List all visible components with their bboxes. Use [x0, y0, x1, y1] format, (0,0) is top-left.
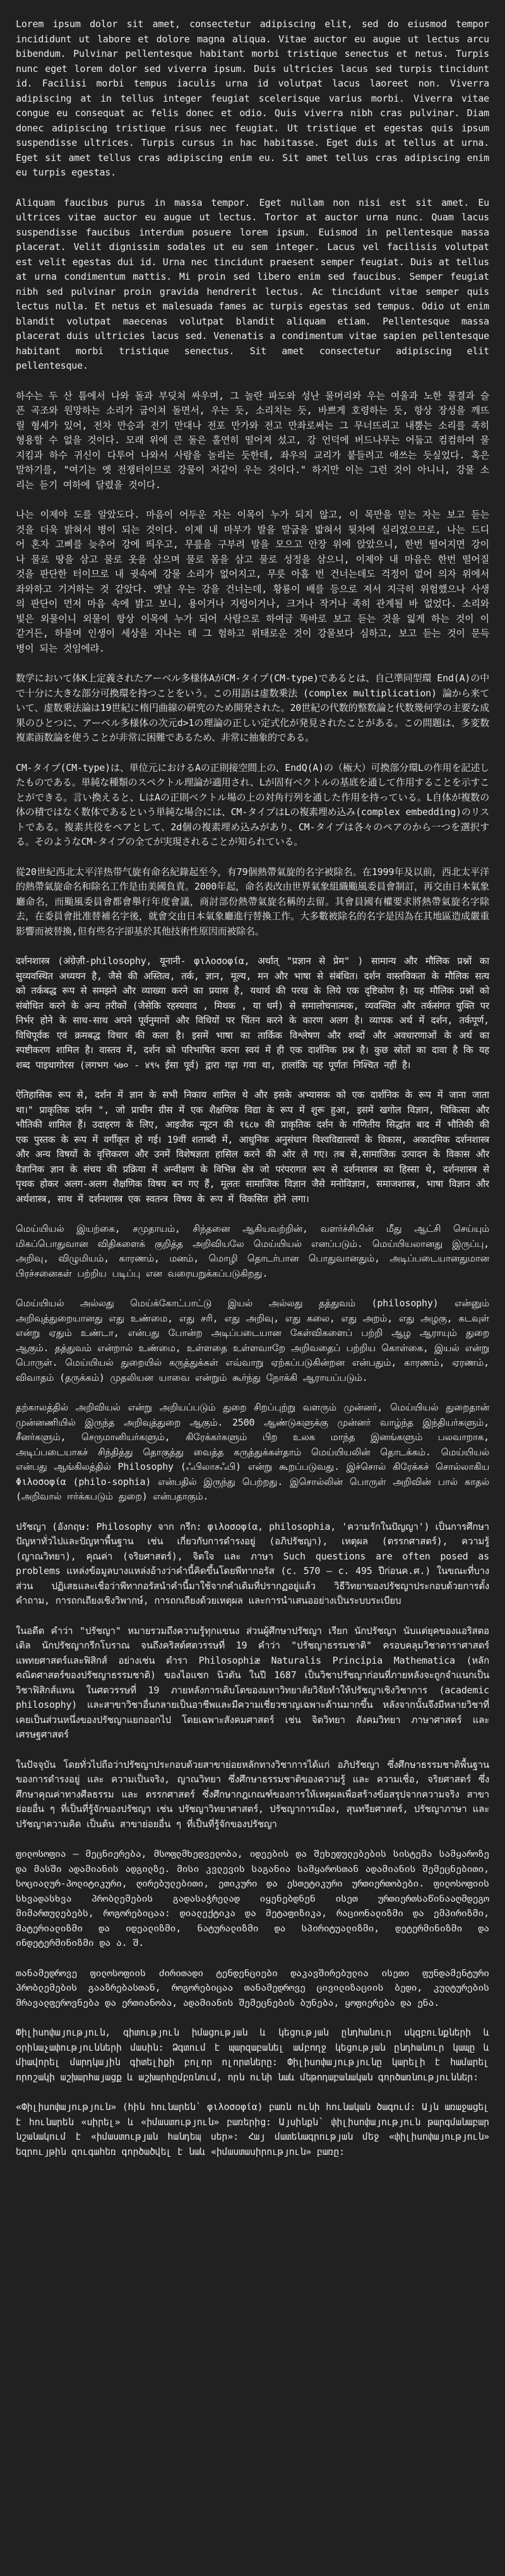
- paragraph-ta-9: மெய்யியல் இயற்கை, சமுதாயம், சிந்தனை ஆகியவற்றின், வளர்ச்சியின் மீது ஆட்சி செய்யும் மிகப்பொதுவான விதிகளைக் குறித்த அறிவியலே மெய்யியல் எனப்படும். மெய்யியலானது இருப்பு, அறிவு, விழுமியம், காரணம், மனம், மொழி தொடர்பான பொதுவானதும், அடிப்படையானதுமான பிரச்சனைகள் பற்றிய படிப்பு என வரையறுக்கப்படுகிறது.: [16, 1223, 489, 1279]
- paragraph-hy-17: Փիլիսոփայություն, գիտություն իմացության և կեցության ընդհանուր սկզբունքների և օրինաչափությունների մասին: Ձգտում է պարզաբանել ամբողջ կեցության ընդհանուր կապը և միավորել մարդկային գիտելիքի բոլոր ոլորտները: Փիլիսոփայությունը կարելի է համարել որոշակի աշխարհայացք և աշխարհըմբռնում, որն ունի նաև մեթոդաբանական գործառնություններ:: [16, 2027, 489, 2083]
- paragraph-th-12: ปรัชญา (อังกฤษ: Philosophy จาก กรีก: φιλοσοφία, philosophia, 'ความรักในปัญญา') เป็นการศึกษาปัญหาทั่วไปและปัญหาพื้นฐาน เช่น เกี่ยวกับการดำรงอยู่ (อภิปรัชญา), เหตุผล (ตรรกศาสตร์), ความรู้ (ญาณวิทยา), คุณค่า (จริยศาสตร์), จิตใจ และ ภาษา Such questions are often posed as problems แหล่งข้อมูลบางแหล่งอ้างว่าคำนี้คิดขึ้นโดยพีทากอรัส (c. 570 – c. 495 ปีก่อนค.ศ.) ในขณะที่บางส่วน ปฏิเสธและเชื่อว่าพีทากอรัสนำคำนี้มาใช้จากคำเดิมที่ปรากฏอยู่แล้ว วิธีวิทยาของปรัชญาประกอบด้วยการตั้งคำถาม, การถกเถียงเชิงวิพากษ์, การถกเถียงด้วยเหตุผล และการนำเสนออย่างเป็นระบบระเบียบ: [16, 1520, 489, 1606]
- paragraph-hi-7: दर्शनशास्त्र (अंग्रेज़ी-philosophy, यूनानी- φιλοσοφία, अर्थात् "प्रज्ञान से प्रेम" ) सामान्य और मौलिक प्रश्नों का सुव्यवस्थित अध्ययन है, जैसे की अस्तित्व, तर्क, ज्ञान, मूल्य, मन और भाषा से संबंधित। दर्शन वास्तविकता के मौलिक सत्य को तर्कबद्ध रूप से समझने और व्याख्या करने का प्रयास है, यथार्थ की परख के लिये एक दृष्टिकोण है। यह मौलिक प्रश्नों को संबोधित करने के अन्य तरीकों (जैसेकि रहस्यवाद , मिथक , या धर्म) से समालोचनात्मक, व्यवस्थित और तर्कसंगत युक्ति पर निर्भर होने के साथ-साथ अपने पूर्वनुमानों और विधियों पर चिंतन करने के कारण अलग है। व्यापक अर्थ में दर्शन, तर्कपूर्ण, विधिपूर्वक एवं क्रमबद्ध विचार की कला है। इसमें भाषा का तार्किक विश्लेषण और शब्दों और अवधारणाओं के अर्थ का स्पष्टीकरण शामिल है। वास्तव में, दर्शन को परिभाषित करना स्वयं में ही एक दार्शनिक प्रश्न है। कुछ स्रोतों का दावा है कि यह शब्द पाइथागोरस (लगभग ५७० - ४९५ ईसा पूर्व) द्वारा गढ़ा गया था, हालांकि यह पूर्णतः निश्चित नहीं है।: [16, 955, 489, 1071]
- paragraph-zh-6: 從20世紀西北太平洋热带气旋有命名紀錄起至今，有79個熱帶氣旋的名字被除名。在1999年及以前，西北太平洋的熱帶氣旋命名和除名工作是由美國負責。2000年起，命名表改由世界氣象組織颱風委員會制訂，再交由日本氣象廳命名，而颱風委員會都會舉行年度會議，商討部份熱帶氣旋名稱的去留。其會員國有權要求將熱帶氣旋名字除去，在委員會批准替補名字後，就會交由日本氣象廳進行替換工作。大多數被除名的名字是因為在其地區造成嚴重影響而被替換,但有些名字卻基於其他技術性原因而被除名。: [16, 866, 489, 937]
- document-body: [16, 17, 489, 2159]
- paragraph-ja-4: 数学において体K上定義されたアーベル多様体AがCM-タイプ(CM-type)であるとは、自己準同型環 End(A)の中で十分に大きな部分可換環を持つことをいう。この用語は虚数乗法 (complex multiplication) 論から来ていて、虚数乗法論は19世紀に楕円曲線の研究のため開発された。20世紀の代数的整数論と代数幾何学の主要な成果のひとつに、アーベル多様体の次元d>1の理論の正しい定式化が発見されたことがある。この問題は、多変数複素函数論を使うことが非常に困難であるため、非常に抽象的である。: [16, 672, 489, 743]
- paragraph-ja-5: CM-タイプ(CM-type)は、単位元におけるAの正則接空間上の、EndQ(A)の（極大）可換部分環Lの作用を記述したものである。単純な種類のスペクトル理論が適用され、Lが固有ベクトルの基底を通して作用することを示すことができる。言い換えると、LはAの正則ベクトル場の上の対角行列を通した作用を持っている。L自体が複数の体の積ではなく数体であるという単純な場合には、CM-タイプはLの複素埋め込み(complex embedding)のリストである。複素共役をペアとして、2d個の複素埋め込みがあり、CM-タイプは各々のペアのから一つを選択する。そのようなCM-タイプの全てが実現されることが知られている。: [16, 761, 489, 847]
- paragraph-ka-15: ფილოსოფია — მეცნიერება, მსოფლმხედველობა, იდეების და შეხედულებების სისტემა სამყაროზე და მასში ადამიანის ადგილზე. მისი კვლევის საგანია სამყაროსთან ადამიანის შემეცნებითი, სოციალურ-პოლიტიკური, ღირებულებითი, ეთიკური და ესთეტიკური ურთიერთობები. ფილოსოფიის სხვადასხვა პრობლემების გადასაჭრელად იყენებდნენ ისეთ ურთიერთსაწინააღმდეგო მიმართულებებს, როგორებიცაა: დიალექტიკა და მეტაფიზიკა, რაციონალიზმი და ემპირიზმი, მატერიალიზმი და იდეალიზმი, ნატურალიზმი და სპირიტუალიზმი, დეტერმინიზმი და ინდეტერმინიზმი და ა. შ.: [16, 1848, 489, 1948]
- paragraph-ta-10: மெய்யியல் அல்லது மெய்க்கோட்பாட்டு இயல் அல்லது தத்துவம் (philosophy) என்னும் அறிவுத்துறையானது எது உண்மை, எது சரி, எது அறிவு, எது கலை, எது அறம், எது அழகு, கடவுள் என்று ஏதும் உண்டா, என்பது போன்ற அடிப்படையான கேள்விகளைப் பற்றி ஆழ ஆராயும் துறை ஆகும். தத்துவம் என்றால் உண்மை, உள்ளதை உள்ளவாறே அறிவதைப் பற்றிய கொள்கை, இயல் என்று பொருள். மெய்யியல் துறையில் கருத்துக்கள் எவ்வாறு ஏற்கப்படுகின்றன என்பதும், காரணம், ஏரணம், விவாதம் (தருக்கம்) முதலியன யாவை என்றும் கூர்ந்து நோக்கி ஆராயப்படும்.: [16, 1297, 489, 1383]
- paragraph-th-13: ในอดีต คำว่า "ปรัชญา" หมายรวมถึงความรู้ทุกแขนง ส่วนผู้ศึกษาปรัชญา เรียก นักปรัชญา นับแต่ยุคของแอริสตอเติล นักปรัชญากรีกโบราณ จนถึงคริสต์ศตวรรษที่ 19 คำว่า "ปรัชญาธรรมชาติ" ครอบคลุมวิชาดาราศาสตร์ แพทยศาสตร์และฟิสิกส์ อย่างเช่น ตำรา Philosophiæ Naturalis Principia Mathematica (หลักคณิตศาสตร์ของปรัชญาธรรมชาติ) ของไอแซก นิวตัน ในปี 1687 เป็นวิชาปรัชญาก่อนที่ภายหลังจะถูกจำแนกเป็นวิชาฟิสิกส์แทน ในศตวรรษที่ 19 ภายหลังการเติบโตของมหาวิทยาลัยวิจัยทำให้ปรัชญาเชิงวิชาการ (academic philosophy) และสาขาวิชาอื่นกลายเป็นอาชีพและมีความเชี่ยวชาญเฉพาะด้านมากขึ้น หลังจากนั้นจึงมีหลายวิชาที่เคยเป็นส่วนหนึ่งของปรัชญาแยกออกไป โดยเฉพาะสังคมศาสตร์ เช่น จิตวิทยา สังคมวิทยา ภาษาศาสตร์ และเศรษฐศาสตร์: [16, 1625, 489, 1740]
- paragraph-en-1: Aliquam faucibus purus in massa tempor. Eget nullam non nisi est sit amet. Eu ultrices vitae auctor eu augue ut lectus. Tortor at auctor urna nunc. Quam lacus suspendisse faucibus interdum posuere lorem ipsum. Euismod in pellentesque massa placerat. Velit dignissim sodales ut eu sem integer. Lacus vel facilisis volutpat est velit egestas dui id. Urna nec tincidunt praesent semper feugiat. Duis at tellus at urna condimentum mattis. Mi proin sed libero enim sed faucibus. Semper feugiat nibh sed pulvinar proin gravida hendrerit lectus. Ac tincidunt vitae semper quis lectus nulla. Et netus et malesuada fames ac turpis egestas sed tempus. Odio ut enim blandit volutpat maecenas volutpat blandit aliquam etiam. Pellentesque massa placerat duis ultricies lacus sed. Venenatis a condimentum vitae sapien pellentesque habitant morbi tristique senectus. Sit amet consectetur adipiscing elit pellentesque.: [16, 196, 489, 371]
- paragraph-ta-11: தற்காலத்தில் அறிவியல் என்று அறியப்படும் துறை சிறப்புற்று வளரும் முன்னர், மெய்யியல் துறைதான் முன்னணியில் இருந்த அறிவுத்துறை ஆகும். 2500 ஆண்டுகளுக்கு முன்னர் வாழ்ந்த இந்தியர்களும், சீனர்களும், செருமானியர்களும், கிரேக்கர்களும் பிற உலக மாந்த இனங்களும் பலவாறாக, அடிப்படையாகச் சிந்தித்து தொகுத்து வைத்த கருத்துக்கள்தாம் மெய்யியலின் தொடக்கம். மெய்யியல் என்பது ஆங்கிலத்தில் Philosophy (ஃபிலாசஃபி) என்று கூறப்படுவது. இச்சொல் கிரேக்கச் சொல்லாகிய Φιλοσοφία (philo-sophia) என்பதில் இருந்து பெற்றது. இசொல்லின் பொருள் அறிவின் பால் காதல் (அறிவால் ஈர்க்கபடும் துறை) என்பதாகும்.: [16, 1402, 489, 1502]
- paragraph-hy-18: «Փիլիսոփայություն» (հին հունարեն՝ φιλοσοφία) բառն ունի հունական ծագում: Այն առաջացել է հունարեն «սիրել» և «իմաստություն» բառերից: Այսինքն՝ փիլիսոփայություն թարգմանաբար նշանակում է «իմաստության հանդեպ սեր»: Հայ մատենագրության մեջ «փիլիսոփայություն» եզրույթին զուգահեռ գործածվել է նաև «իմաստասիրություն» բառը:: [16, 2101, 489, 2157]
- paragraph-th-14: ในปัจจุบัน โดยทั่วไปถือว่าปรัชญาประกอบด้วยสาขาย่อยหลักทางวิชาการได้แก่ อภิปรัชญา ซึ่งศึกษาธรรมชาติพื้นฐานของการดำรงอยู่ และ ความเป็นจริง, ญาณวิทยา ซึ่งศึกษาธรรมชาติของความรู้ และ ความเชื่อ, จริยศาสตร์ ซึ่งศึกษาคุณค่าทางศีลธรรม และ ตรรกศาสตร์ ซึ่งศึกษากฎเกณฑ์ของการให้เหตุผลเพื่อสร้างข้อสรุปจากความจริง สาขาย่อยอื่น ๆ ที่เป็นที่รู้จักของปรัชญา เช่น ปรัชญาวิทยาศาสตร์, ปรัชญาการเมือง, สุนทรียศาสตร์, ปรัชญาภาษา และ ปรัชญาความคิด เป็นต้น สาขาย่อยอื่น ๆ ที่เป็นที่รู้จักของปรัชญา: [16, 1758, 489, 1830]
- paragraph-hi-8: ऐतिहासिक रूप से, दर्शन में ज्ञान के सभी निकाय शामिल थे और इसके अभ्यासक को एक दार्शनिक के रूप में जाना जाता था।" प्राकृतिक दर्शन ", जो प्राचीन ग्रीस में एक शैक्षणिक विद्या के रूप में शुरू हुआ, इसमें खगोल विज्ञान, चिकित्सा और भौतिकी शामिल हैं। उदाहरण के लिए, आइजैक न्यूटन की १६८७ की प्राकृतिक दर्शन के गणितीय सिद्धांत बाद में भौतिकी की एक पुस्तक के रूप में वर्गीकृत हो गई। 19वीं शताब्दी में, आधुनिक अनुसंधान विश्वविद्यालयों के विकास, अकादमिक दर्शनशास्त्र और अन्य विषयों के वृत्तिकरण और उनमें विशेषज्ञता हासिल करने की ओर ले गए। तब से,सामाजिक उत्पादन के विकास और वैज्ञानिक ज्ञान के संचय की प्रक्रिया में अन्वीक्षण के विभिन्न क्षेत्र जो परंपरागत रूप से दर्शनशास्त्र का हिस्सा थे, दर्शनशास्त्र से पृथक होकर अलग-अलग शैक्षणिक विषय बन गए हैं, मूलतः सामाजिक विज्ञान जैसे मनोविज्ञान, समाजशास्त्र, भाषा विज्ञान और अर्थशास्त्र, साथ में दर्शनशास्त्र एक स्वतन्त्र विषय के रूप में विकसित होने लगा।: [16, 1089, 489, 1205]
- paragraph-ko-3: 나는 이제야 도를 알았도다. 마음이 어두운 자는 이목이 누가 되지 않고, 이 목만을 믿는 자는 보고 듣는 것을 더욱 밝혀서 병이 되는 것이다. 이제 내 마부가 발을 말굽을 밟혀서 뒷차에 실리었으므로, 나는 드디어 혼자 고삐를 늦추어 강에 띄우고, 무릎을 구부려 발을 모으고 안장 위에 앉았으니, 한번 떨어지면 강이나 물로 땅을 삼고 물로 옷을 삼으며 물로 몸을 삼고 물로 성정을 삼으니, 이제야 내 마음은 한번 떨어질 것을 판단한 터이므로 내 귓속에 강물 소리가 없어지고, 무릇 아홉 번 건너는데도 걱정이 없어 의자 위에서 좌와하고 기거하는 것 같았다. 옛날 우는 강을 건너는데, 황룡이 배를 등으로 져서 지극히 위험했으나 사생의 판단이 먼저 마음 속에 밝고 보니, 용이거나 지렁이거나, 크거나 작거나 족히 관계될 바 없었다. 소리와 빛은 외물이니 외물이 항상 이목에 누가 되어 사람으로 하여금 똑바로 보고 듣는 것을 잃게 하는 것이 이 같거든, 하물며 인생이 세상을 지나는 데 그 험하고 위태로운 것이 강물보다 심하고, 보고 듣는 것이 문득 병이 되는 것임에랴.: [16, 509, 489, 654]
- paragraph-en-0: Lorem ipsum dolor sit amet, consectetur adipiscing elit, sed do eiusmod tempor incididunt ut labore et dolore magna aliqua. Vitae auctor eu augue ut lectus arcu bibendum. Pulvinar pellentesque habitant morbi tristique senectus et netus. Turpis nunc eget lorem dolor sed viverra ipsum. Duis ultricies lacus sed turpis tincidunt id. Facilisi morbi tempus iaculis urna id volutpat lacus laoreet non. Viverra adipiscing at in tellus integer feugiat scelerisque varius morbi. Viverra vitae congue eu consequat ac felis donec et odio. Quis viverra nibh cras pulvinar. Diam donec adipiscing tristique risus nec feugiat. Ut tristique et egestas quis ipsum suspendisse ultrices. Turpis cursus in hac habitasse. Eget duis at tellus at urna. Eget sit amet tellus cras adipiscing enim eu. Sit amet tellus cras adipiscing enim eu turpis egestas.: [16, 18, 489, 178]
- paragraph-ko-2: 하수는 두 산 틈에서 나와 돌과 부딪쳐 싸우며, 그 놀란 파도와 성난 물머리와 우는 여울과 노한 물결과 슬픈 곡조와 원망하는 소리가 굽이쳐 돌면서, 우는 듯, 소리치는 듯, 바쁘게 호령하는 듯, 항상 장성을 깨뜨릴 형세가 있어, 전차 만승과 전기 만대나 전포 만가와 전고 만좌로써는 그 무너뜨리고 내뿜는 소리를 족히 형용할 수 없을 것이다. 모래 위에 큰 돌은 홀연히 떨어져 섰고, 강 언덕에 버드나무는 어둡고 컴컴하여 물지킴과 하수 귀신이 다투어 나와서 사람을 놀리는 듯한데, 좌우의 교리가 붙들려고 애쓰는 듯싶었다. 혹은 말하기를, "여기는 옛 전쟁터이므로 강물이 저같이 우는 것이다." 하지만 이는 그런 것이 아니니, 강물 소리는 듣기 여하에 달렸을 것이다.: [16, 390, 489, 491]
- paragraph-ka-16: თანამედროვე ფილოსოფიის ძირითადი ტენდენციები დაკავშირებულია ისეთი ფუნდამენტური პრობლემების გააზრებასთან, როგორებიცაა თანამედროვე ცივილიზაციის ბედი, კულტურების მრავალფეროვნება და ერთიანობა, ადამიანის შემეცნების ბუნება, ყოფიერება და ენა.: [16, 1967, 489, 2008]
